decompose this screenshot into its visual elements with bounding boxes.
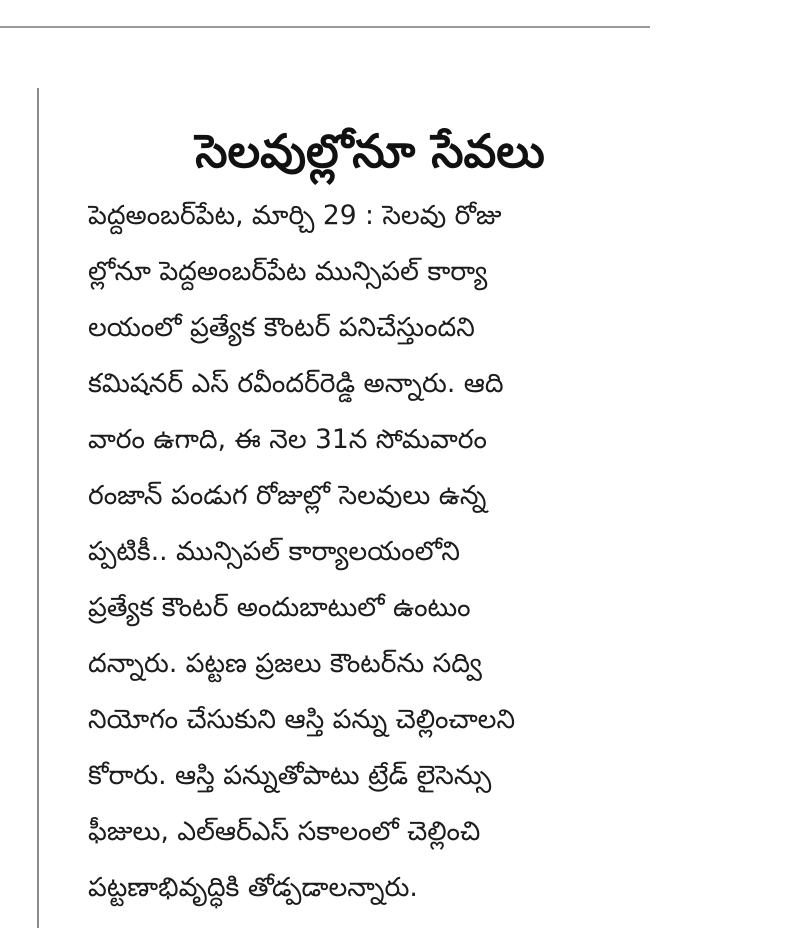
article-line: ప్రత్యేక కౌంటర్ అందుబాటులో ఉంటుం: [88, 592, 471, 623]
article-line: వారం ఉగాది, ఈ నెల 31న సోమవారం: [88, 424, 487, 455]
article-line: పెద్దఅంబర్‌పేట, మార్చి 29 : సెలవు రోజు: [88, 200, 502, 231]
article-line: ప్పటికీ.. మున్సిపల్ కార్యాలయంలోని: [88, 536, 460, 567]
article-line: రంజాన్ పండుగ రోజుల్లో సెలవులు ఉన్న: [88, 480, 487, 511]
column-divider: [37, 88, 39, 928]
article-line: నియోగం చేసుకుని ఆస్తి పన్ను చెల్లించాలని: [88, 704, 516, 735]
top-divider: [0, 26, 650, 28]
article-line: ఫీజులు, ఎల్ఆర్ఎస్ సకాలంలో చెల్లించి: [88, 816, 481, 847]
article-body: [88, 188, 668, 916]
article-line: పట్టణాభివృద్ధికి తోడ్పడాలన్నారు.: [88, 872, 418, 903]
article-headline: సెలవుల్లోనూ సేవలు: [195, 123, 545, 178]
article-line: కోరారు. ఆస్తి పన్నుతోపాటు ట్రేడ్ లైసెన్సు: [88, 760, 492, 791]
article-line: దన్నారు. పట్టణ ప్రజలు కౌంటర్‌ను సద్వి: [88, 648, 482, 679]
article-line: లయంలో ప్రత్యేక కౌంటర్ పనిచేస్తుందని: [88, 312, 475, 343]
article-line: ల్లోనూ పెద్దఅంబర్‌పేట మున్సిపల్ కార్యా: [88, 256, 488, 287]
article-line: కమిషనర్ ఎస్ రవీందర్‌రెడ్డి అన్నారు. ఆది: [88, 368, 504, 399]
